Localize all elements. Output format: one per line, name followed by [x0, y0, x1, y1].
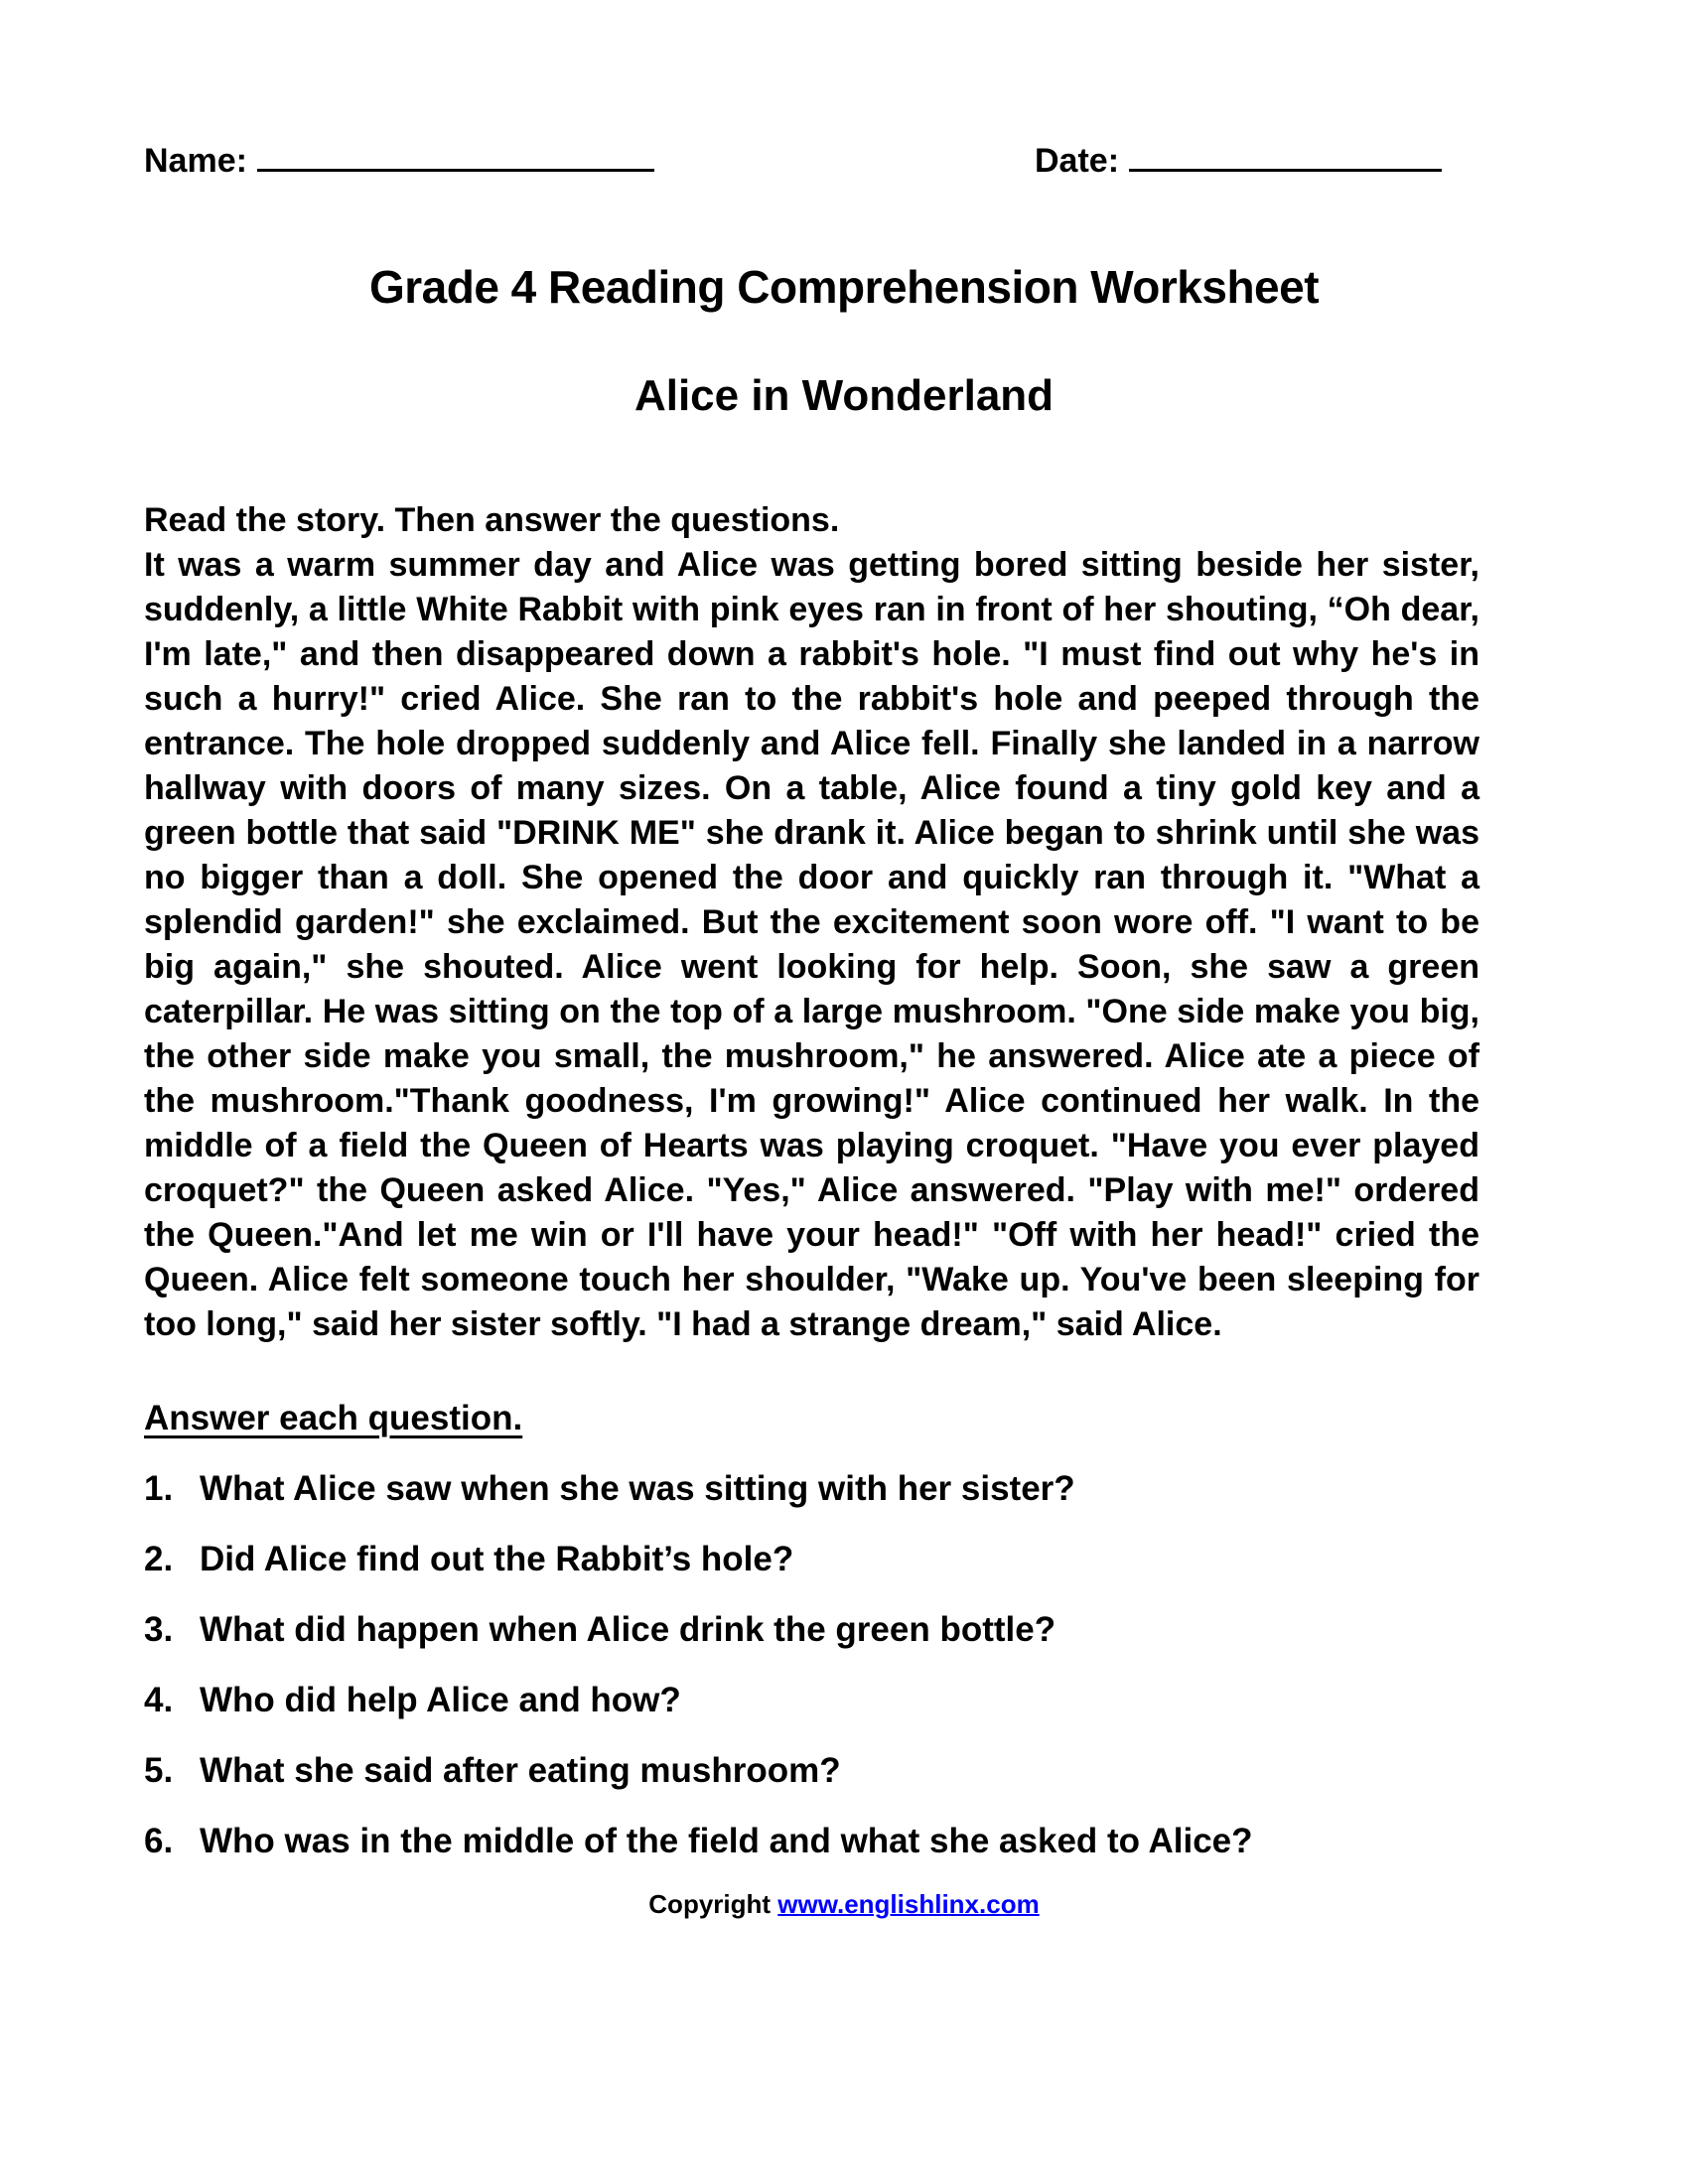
- question-number: 5.: [144, 1751, 174, 1790]
- question-list: [144, 1466, 1479, 1863]
- question-number: 1.: [144, 1469, 174, 1508]
- question-text: Who was in the middle of the field and what she asked to Alice?: [200, 1822, 1253, 1860]
- page-title: Grade 4 Reading Comprehension Worksheet: [368, 261, 1320, 313]
- question-text: What did happen when Alice drink the green bottle?: [200, 1610, 1056, 1649]
- question-item: [144, 1819, 1479, 1863]
- date-blank-line: [1129, 139, 1442, 172]
- question-item: [144, 1748, 1479, 1793]
- question-item: [144, 1607, 1479, 1652]
- question-number: 6.: [144, 1822, 174, 1860]
- question-item: [144, 1466, 1479, 1511]
- date-label: Date:: [1035, 142, 1120, 180]
- story-paragraph: It was a warm summer day and Alice was getting bored sitting beside her sister, suddenly, a little White Rabbit with pink eyes ran in front of her shouting, “Oh dear, I'm late," and then disappeared down a rabbit's hole. "I must find out why he's in such a hurry!" cried Alice. She ran to the rabbit's hole and peeped through the entrance. The hole dropped suddenly and Alice fell. Finally she landed in a narrow hallway with doors of many sizes. On a table, Alice found a tiny gold key and a green bottle that said "DRINK ME" she drank it. Alice began to shrink until she was no bigger than a doll. She opened the door and quickly ran through it. "What a splendid garden!" she exclaimed. But the excitement soon wore off. "I want to be big again," she shouted. Alice went looking for help. Soon, she saw a green caterpillar. He was sitting on the top of a large mushroom. "One side make you big, the other side make you small, the mushroom," he answered. Alice ate a piece of the mushroom."Thank goodness, I'm growing!" Alice continued her walk. In the middle of a field the Queen of Hearts was playing croquet. "Have you ever played croquet?" the Queen asked Alice. "Yes," Alice answered. "Play with me!" ordered the Queen."And let me win or I'll have your head!" "Off with her head!" cried the Queen. Alice felt someone touch her shoulder, "Wake up. You've been sleeping for too long," said her sister softly. "I had a strange dream," said Alice.: [144, 546, 1479, 1343]
- question-number: 4.: [144, 1681, 174, 1719]
- question-item: [144, 1537, 1479, 1581]
- name-label: Name:: [144, 142, 247, 180]
- instructions-line: Read the story. Then answer the questions.: [144, 501, 840, 539]
- content-column: [144, 498, 1479, 1863]
- question-item: [144, 1678, 1479, 1722]
- copyright-label: Copyright: [648, 1889, 778, 1919]
- name-blank-line: [257, 139, 654, 172]
- header-row: [0, 139, 1688, 199]
- story-title: Alice in Wonderland: [633, 371, 1055, 420]
- question-number: 3.: [144, 1610, 174, 1649]
- questions-heading: Answer each question.: [144, 1399, 523, 1437]
- question-text: What she said after eating mushroom?: [200, 1751, 841, 1790]
- question-number: 2.: [144, 1540, 174, 1578]
- question-text: Who did help Alice and how?: [200, 1681, 681, 1719]
- footer: [0, 1889, 1688, 1920]
- website-link[interactable]: www.englishlinx.com: [777, 1889, 1040, 1919]
- question-text: Did Alice find out the Rabbit’s hole?: [200, 1540, 794, 1578]
- question-text: What Alice saw when she was sitting with her sister?: [200, 1469, 1075, 1508]
- date-field-group: [1035, 139, 1442, 181]
- name-field-group: [144, 139, 654, 181]
